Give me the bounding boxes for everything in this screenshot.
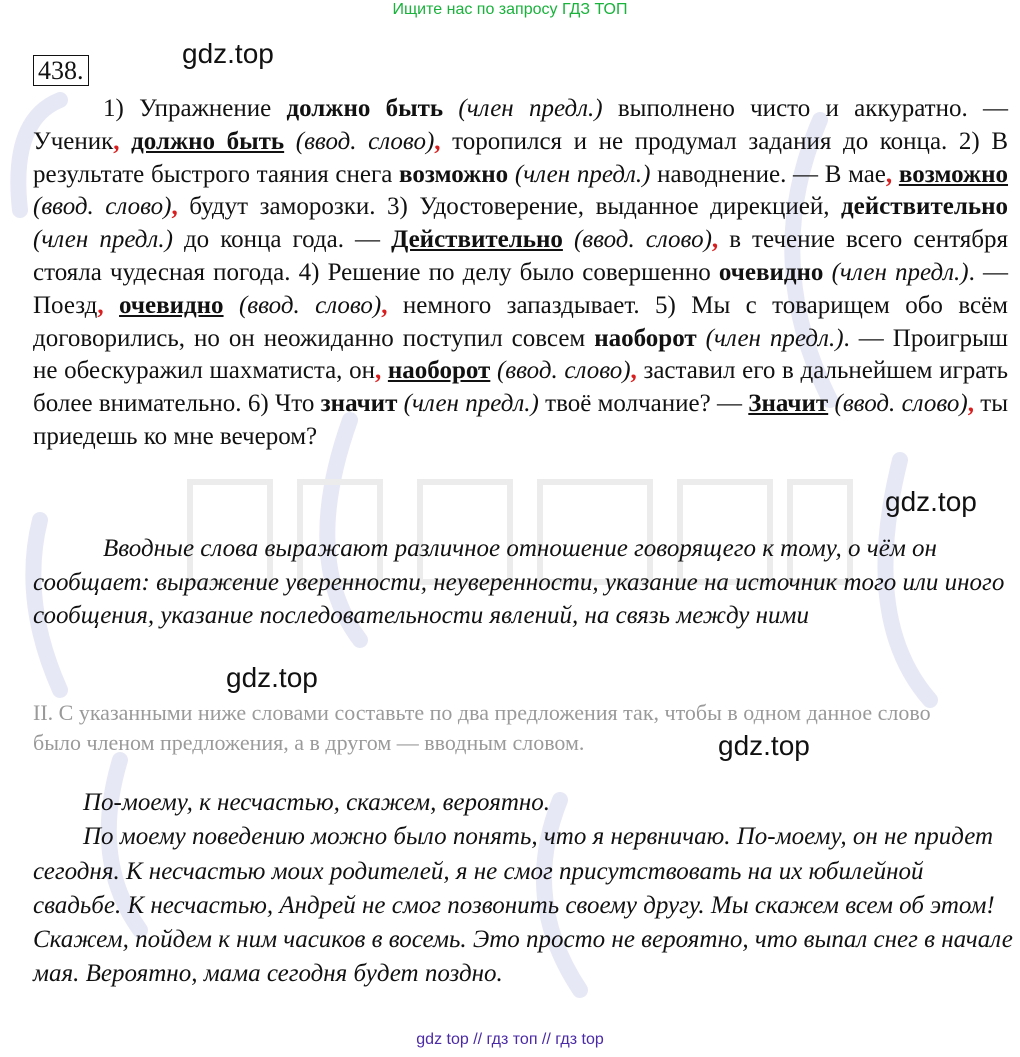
introductory-word: должно быть xyxy=(131,127,285,155)
introductory-word: наоборот xyxy=(387,357,491,385)
introductory-word: очевидно xyxy=(119,291,224,319)
introductory-word: Действительно xyxy=(391,226,563,254)
introductory-word: Значит xyxy=(748,390,829,418)
exercise-answer-text: 1) Упражнение должно быть (член предл.) выполнено чисто и аккуратно. — Ученик, должно быть (ввод. слово), торопился и не продумал задания до конца. 2) В результате быстрого таяния снега возможно (член предл.) наводнение. — В мае, возможно (ввод. слово), будут заморозки. 3) Удостоверение, выданное дирекцией, действительно (член предл.) до конца года. — Действительно (ввод. слово), в течение всего сентября стояла чудесная погода. 4) Решение по делу было совершенно очевидно (член предл.). — Поезд, очевидно (ввод. слово), немного запаздывает. 5) Мы с товарищем обо всём договорились, но он неожиданно поступил совсем наоборот (член предл.). — Проигрыш не обескуражил шахматиста, он, наоборот (ввод. слово), заставил его в дальнейшем играть более внимательно. 6) Что значит (член предл.) твоё молчание? — Значит (ввод. слово), ты приедешь ко мне вечером? xyxy=(33,95,1009,450)
given-words: По-моему, к несчастью, скажем, вероятно. xyxy=(83,789,551,816)
top-banner: Ищите нас по запросу ГДЗ ТОП xyxy=(392,1,628,18)
gdz-watermark: gdz.top xyxy=(226,662,318,693)
note-introductory: (ввод. слово) xyxy=(295,127,435,155)
task-answers xyxy=(33,786,1013,992)
gdz-watermark: gdz.top xyxy=(182,38,274,69)
task-text: II. С указанными ниже словами составьте по два предложения так, чтобы в одном данное слово было членом предложения, а в другом — вводным словом. xyxy=(33,700,931,755)
member-word: действительно xyxy=(841,193,1008,221)
member-word: значит xyxy=(320,390,398,418)
footer-links: gdz top // гдз топ // гдз top xyxy=(416,1031,604,1048)
member-word: наоборот xyxy=(594,324,697,352)
exercise-number: 438. xyxy=(33,55,89,86)
gdz-watermark: gdz.top xyxy=(885,486,977,517)
note-member: (член предл.) xyxy=(458,95,603,122)
gdz-watermark: gdz.top xyxy=(718,730,810,761)
member-word: очевидно xyxy=(718,258,824,286)
member-word: возможно xyxy=(399,160,509,188)
introductory-word: возможно xyxy=(898,160,1009,188)
rule-note: Вводные слова выражают различное отношение говорящего к тому, о чём он сообщает: выражение уверенности, неуверенности, указание на источник того или иного сообщения, указание последовательности явлений, на связь между ними xyxy=(33,535,1005,629)
member-word: должно быть xyxy=(286,95,444,122)
example-sentences: По моему поведению можно было понять, что я нервничаю. По-моему, он не придет сегодня. К несчастью моих родителей, я не смог присутствовать на их юбилейной свадьбе. К несчастью, Андрей не смог позвонить своему другу. Мы скажем всем об этом! Скажем, пойдем к ним часиков в восемь. Это просто не вероятно, что выпал снег в начале мая. Вероятно, мама сегодня будет поздно. xyxy=(33,823,1013,988)
